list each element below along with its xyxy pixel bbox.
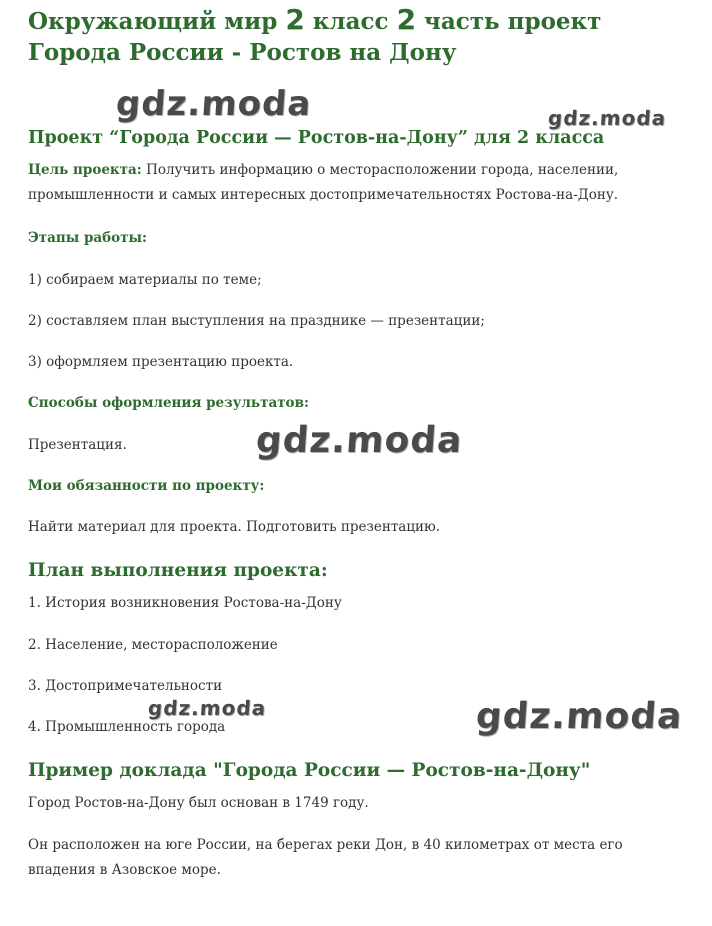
results-text: Презентация. — [28, 437, 127, 453]
stage-item: 2) составляем план выступления на празднике — презентации; — [28, 313, 485, 329]
duties-label: Мои обязанности по проекту: — [28, 478, 265, 494]
title-part-1: Окружающий мир — [28, 8, 286, 35]
project-heading: Проект “Города России — Ростов-на-Дону” для 2 класса — [28, 128, 605, 148]
title-part-3: часть проект Города России - Ростов на Дону — [28, 8, 602, 66]
results-label: Способы оформления результатов: — [28, 395, 309, 411]
plan-item: 2. Население, месторасположение — [28, 637, 278, 653]
plan-item: 3. Достопримечательности — [28, 678, 223, 694]
goal-paragraph — [28, 158, 693, 208]
goal-text: Получить информацию о месторасположении города, населении, промышленности и самых интересных достопримечательностях Ростова-на-Дону. — [28, 162, 619, 203]
title-part-2: класс — [304, 8, 397, 35]
stages-label: Этапы работы: — [28, 230, 148, 246]
report-paragraph: Он расположен на юге России, на берегах реки Дон, в 40 километрах от места его впадения в Азовское море. — [28, 837, 623, 878]
report-heading: Пример доклада "Города России — Ростов-на-Дону" — [28, 760, 591, 781]
goal-label: Цель проекта: — [28, 162, 142, 178]
stage-item: 1) собираем материалы по теме; — [28, 272, 262, 288]
page-title — [28, 4, 698, 68]
report-paragraph: Город Ростов-на-Дону был основан в 1749 году. — [28, 795, 369, 811]
stage-item: 3) оформляем презентацию проекта. — [28, 354, 294, 370]
watermark-logo: gdz.moda — [147, 696, 268, 720]
plan-heading: План выполнения проекта: — [28, 560, 328, 581]
watermark-logo: gdz.moda — [254, 420, 464, 461]
watermark-logo: gdz.moda — [474, 696, 684, 737]
title-part-number: 2 — [396, 3, 417, 36]
title-grade-number: 2 — [285, 3, 305, 36]
duties-text: Найти материал для проекта. Подготовить презентацию. — [28, 519, 441, 535]
watermark-logo: gdz.moda — [547, 106, 668, 130]
plan-item: 4. Промышленность города — [28, 719, 226, 735]
plan-item: 1. История возникновения Ростова-на-Дону — [28, 595, 342, 611]
watermark-logo: gdz.moda — [114, 84, 313, 124]
